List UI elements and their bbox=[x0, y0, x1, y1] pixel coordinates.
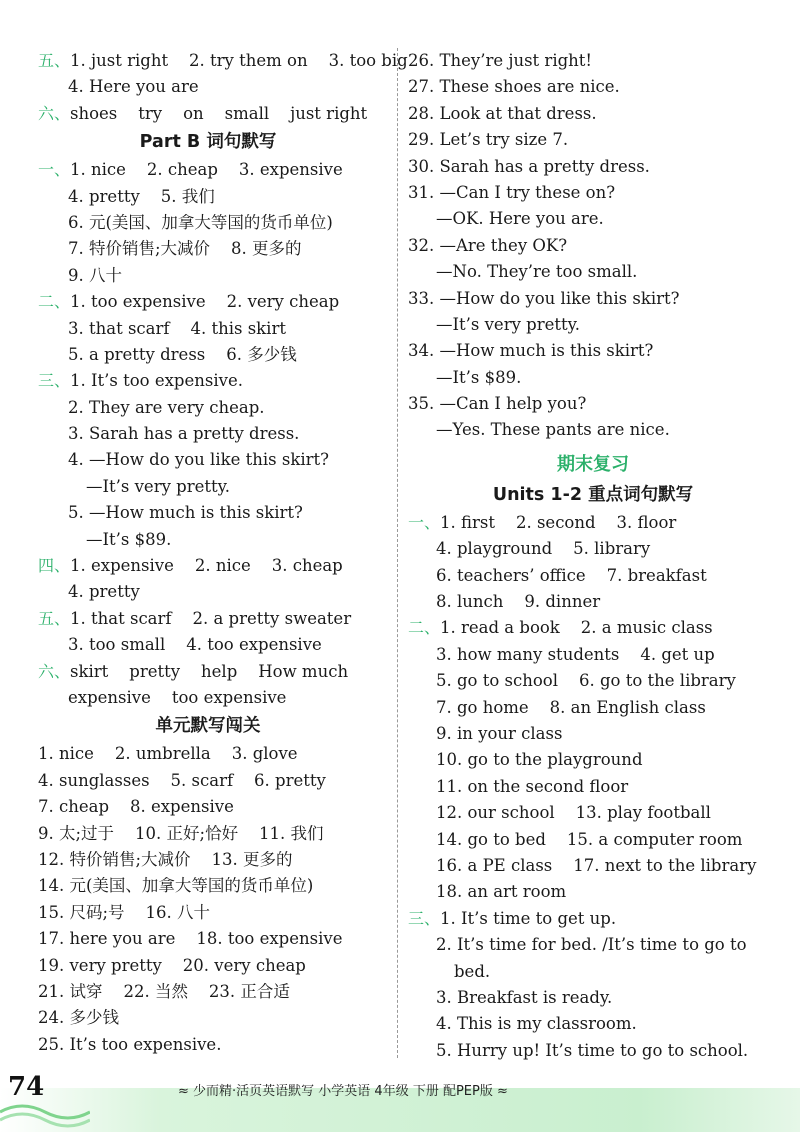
section-number-marker: 五、 bbox=[38, 51, 71, 70]
answer-line bbox=[408, 233, 778, 259]
answer-line bbox=[408, 563, 778, 589]
answer-text: bed. bbox=[454, 961, 491, 981]
section-heading: Part B 词句默写 bbox=[139, 132, 277, 153]
answer-text: 5. a pretty dress 6. 多少钱 bbox=[68, 344, 297, 364]
answer-text: 31. —Can I try these on? bbox=[408, 182, 616, 202]
answer-text: 3. that scarf 4. this skirt bbox=[68, 318, 286, 338]
answer-text: —It’s $89. bbox=[86, 529, 172, 549]
answer-line bbox=[38, 500, 378, 526]
answer-line bbox=[408, 48, 778, 74]
answer-line bbox=[408, 721, 778, 747]
answer-line bbox=[38, 316, 378, 342]
answer-text: 1. It’s time to get up. bbox=[440, 908, 617, 928]
answer-text: 9. 八十 bbox=[68, 265, 122, 285]
answer-text: 1. nice 2. cheap 3. expensive bbox=[70, 160, 343, 180]
answer-text: 12. our school 13. play football bbox=[436, 803, 711, 823]
answer-text: 26. They’re just right! bbox=[408, 51, 593, 70]
answer-line bbox=[38, 553, 378, 579]
answer-text: 4. pretty bbox=[68, 582, 140, 602]
answer-text: 3. Breakfast is ready. bbox=[436, 987, 613, 1007]
answer-line bbox=[38, 900, 378, 926]
answer-line bbox=[38, 685, 378, 711]
section-number-marker: 四、 bbox=[38, 556, 71, 576]
answer-text: 29. Let’s try size 7. bbox=[408, 130, 569, 150]
answer-line bbox=[38, 474, 378, 500]
section-number-marker: 二、 bbox=[38, 292, 71, 312]
answer-text: 7. 特价销售;大减价 8. 更多的 bbox=[68, 239, 302, 259]
section-number-marker: 三、 bbox=[38, 371, 71, 391]
answer-text: —It’s $89. bbox=[436, 367, 522, 387]
answer-text: 1. that scarf 2. a pretty sweater bbox=[70, 608, 352, 628]
answer-text: 4. sunglasses 5. scarf 6. pretty bbox=[38, 770, 326, 790]
answer-line bbox=[408, 985, 778, 1011]
page-number: 74 bbox=[8, 1072, 45, 1102]
section-number-marker: 一、 bbox=[408, 512, 441, 532]
answer-text: 25. It’s too expensive. bbox=[38, 1034, 222, 1054]
answer-line bbox=[38, 210, 378, 236]
right-column bbox=[408, 48, 778, 1064]
answer-line bbox=[38, 953, 378, 979]
answer-text: 1. just right 2. try them on 3. too big bbox=[70, 51, 408, 70]
answer-line bbox=[38, 979, 378, 1005]
answer-line bbox=[408, 932, 778, 958]
answer-line bbox=[38, 421, 378, 447]
answer-text: 1. first 2. second 3. floor bbox=[440, 512, 677, 532]
answer-line bbox=[408, 1038, 778, 1064]
answer-text: 4. playground 5. library bbox=[436, 539, 651, 559]
answer-text: —No. They’re too small. bbox=[436, 262, 638, 282]
answer-line bbox=[38, 579, 378, 605]
answer-text: 4. —How do you like this skirt? bbox=[68, 450, 329, 470]
answer-line bbox=[38, 342, 378, 368]
answer-text: 1. too expensive 2. very cheap bbox=[70, 292, 340, 312]
page-footer bbox=[0, 1072, 800, 1132]
answer-text: 5. —How much is this skirt? bbox=[68, 503, 303, 523]
answer-text: 32. —Are they OK? bbox=[408, 235, 568, 255]
answer-line bbox=[38, 101, 378, 127]
section-heading: 期末复习 bbox=[557, 453, 629, 475]
answer-text: 19. very pretty 20. very cheap bbox=[38, 955, 306, 975]
answer-text: 28. Look at that dress. bbox=[408, 103, 597, 123]
answer-text: —It’s very pretty. bbox=[436, 314, 580, 334]
answer-line bbox=[408, 1011, 778, 1037]
answer-line bbox=[408, 74, 778, 100]
answer-line bbox=[408, 312, 778, 338]
answer-text: 27. These shoes are nice. bbox=[408, 77, 620, 97]
answer-line bbox=[408, 286, 778, 312]
answer-text: 12. 特价销售;大减价 13. 更多的 bbox=[38, 849, 293, 869]
answer-line bbox=[408, 695, 778, 721]
answer-line bbox=[408, 800, 778, 826]
column-divider bbox=[397, 48, 398, 1058]
answer-line bbox=[408, 668, 778, 694]
answer-text: 7. go home 8. an English class bbox=[436, 697, 706, 717]
answer-text: 2. It’s time for bed. /It’s time to go to bbox=[436, 935, 747, 955]
answer-text: 9. in your class bbox=[436, 723, 563, 743]
answer-text: 17. here you are 18. too expensive bbox=[38, 929, 343, 949]
answer-line bbox=[38, 873, 378, 899]
answer-line bbox=[38, 1032, 378, 1058]
answer-line bbox=[408, 180, 778, 206]
section-heading: Units 1-2 重点词句默写 bbox=[492, 484, 694, 505]
section-number-marker: 三、 bbox=[408, 908, 441, 928]
answer-line bbox=[38, 527, 378, 553]
answer-line bbox=[408, 906, 778, 932]
answer-line bbox=[38, 263, 378, 289]
answer-text: 6. teachers’ office 7. breakfast bbox=[436, 565, 707, 585]
answer-text: expensive too expensive bbox=[68, 687, 287, 707]
answer-text: 33. —How do you like this skirt? bbox=[408, 288, 680, 308]
answer-text: 30. Sarah has a pretty dress. bbox=[408, 156, 650, 176]
answer-line bbox=[38, 632, 378, 658]
answer-text: 10. go to the playground bbox=[436, 750, 643, 770]
answer-text: 4. Here you are bbox=[68, 77, 199, 97]
answer-text: 7. cheap 8. expensive bbox=[38, 797, 234, 817]
section-heading: 单元默写闯关 bbox=[155, 716, 261, 737]
answer-text: 1. It’s too expensive. bbox=[70, 371, 243, 391]
answer-text: 5. go to school 6. go to the library bbox=[436, 671, 736, 691]
answer-text: 14. 元(美国、加拿大等国的货币单位) bbox=[38, 876, 314, 896]
answer-line bbox=[38, 926, 378, 952]
answer-line bbox=[38, 847, 378, 873]
answer-line bbox=[38, 368, 378, 394]
answer-line bbox=[408, 510, 778, 536]
answer-line bbox=[38, 157, 378, 183]
answer-line bbox=[38, 741, 378, 767]
answer-text: 3. Sarah has a pretty dress. bbox=[68, 424, 300, 444]
answer-text: 4. pretty 5. 我们 bbox=[68, 186, 215, 206]
answer-line bbox=[38, 289, 378, 315]
answer-text: 1. read a book 2. a music class bbox=[440, 618, 713, 638]
answer-line bbox=[38, 184, 378, 210]
answer-line bbox=[38, 659, 378, 685]
answer-line bbox=[408, 391, 778, 417]
answer-text: skirt pretty help How much bbox=[70, 661, 349, 681]
answer-text: 14. go to bed 15. a computer room bbox=[436, 829, 743, 849]
answer-line bbox=[408, 338, 778, 364]
answer-line bbox=[408, 589, 778, 615]
answer-line bbox=[408, 827, 778, 853]
answer-line bbox=[408, 206, 778, 232]
left-column bbox=[38, 48, 408, 1058]
answer-line bbox=[408, 417, 778, 443]
answer-line bbox=[408, 959, 778, 985]
answer-text: shoes try on small just right bbox=[70, 103, 368, 123]
answer-text: 8. lunch 9. dinner bbox=[436, 592, 601, 612]
answer-line bbox=[408, 879, 778, 905]
answer-line bbox=[38, 48, 408, 74]
answer-text: 3. how many students 4. get up bbox=[436, 644, 715, 664]
answer-text: 24. 多少钱 bbox=[38, 1008, 119, 1028]
answer-text: 2. They are very cheap. bbox=[68, 397, 265, 417]
answer-line bbox=[408, 154, 778, 180]
answer-text: 5. Hurry up! It’s time to go to school. bbox=[436, 1040, 749, 1060]
answer-line bbox=[38, 606, 378, 632]
answer-text: 34. —How much is this skirt? bbox=[408, 341, 654, 361]
answer-line bbox=[408, 127, 778, 153]
answer-line bbox=[408, 615, 778, 641]
answer-text: 11. on the second floor bbox=[436, 776, 629, 796]
answer-line bbox=[408, 365, 778, 391]
answer-text: —It’s very pretty. bbox=[86, 476, 230, 496]
answer-line bbox=[38, 1005, 378, 1031]
answer-text: 9. 太;过于 10. 正好;恰好 11. 我们 bbox=[38, 823, 324, 843]
section-number-marker: 六、 bbox=[38, 103, 71, 123]
answer-text: 16. a PE class 17. next to the library bbox=[436, 855, 757, 875]
answer-text: 3. too small 4. too expensive bbox=[68, 635, 322, 655]
answer-line bbox=[408, 853, 778, 879]
answer-line bbox=[38, 821, 378, 847]
answer-line bbox=[38, 236, 378, 262]
section-number-marker: 一、 bbox=[38, 160, 71, 180]
answer-line bbox=[408, 101, 778, 127]
answer-text: —OK. Here you are. bbox=[436, 209, 604, 229]
answer-line bbox=[38, 395, 378, 421]
answer-text: 35. —Can I help you? bbox=[408, 394, 587, 414]
answer-line bbox=[38, 794, 378, 820]
answer-text: —Yes. These pants are nice. bbox=[436, 420, 670, 440]
answer-text: 6. 元(美国、加拿大等国的货币单位) bbox=[68, 212, 333, 232]
answer-text: 1. nice 2. umbrella 3. glove bbox=[38, 744, 298, 764]
answer-line bbox=[38, 768, 378, 794]
answer-text: 15. 尺码;号 16. 八十 bbox=[38, 902, 211, 922]
section-number-marker: 二、 bbox=[408, 618, 441, 638]
answer-text: 18. an art room bbox=[436, 882, 567, 902]
footer-title: ≈ 少而精·活页英语默写 小学英语 4年级 下册 配PEP版 ≈ bbox=[178, 1084, 508, 1099]
answer-line bbox=[38, 74, 378, 100]
answer-line bbox=[408, 536, 778, 562]
answer-line bbox=[408, 747, 778, 773]
answer-line bbox=[408, 642, 778, 668]
section-number-marker: 六、 bbox=[38, 661, 71, 681]
answer-line bbox=[38, 447, 378, 473]
answer-text: 1. expensive 2. nice 3. cheap bbox=[70, 556, 343, 576]
answer-line bbox=[408, 259, 778, 285]
answer-text: 4. This is my classroom. bbox=[436, 1014, 637, 1034]
answer-text: 21. 试穿 22. 当然 23. 正合适 bbox=[38, 981, 290, 1001]
answer-line bbox=[408, 774, 778, 800]
section-number-marker: 五、 bbox=[38, 608, 71, 628]
